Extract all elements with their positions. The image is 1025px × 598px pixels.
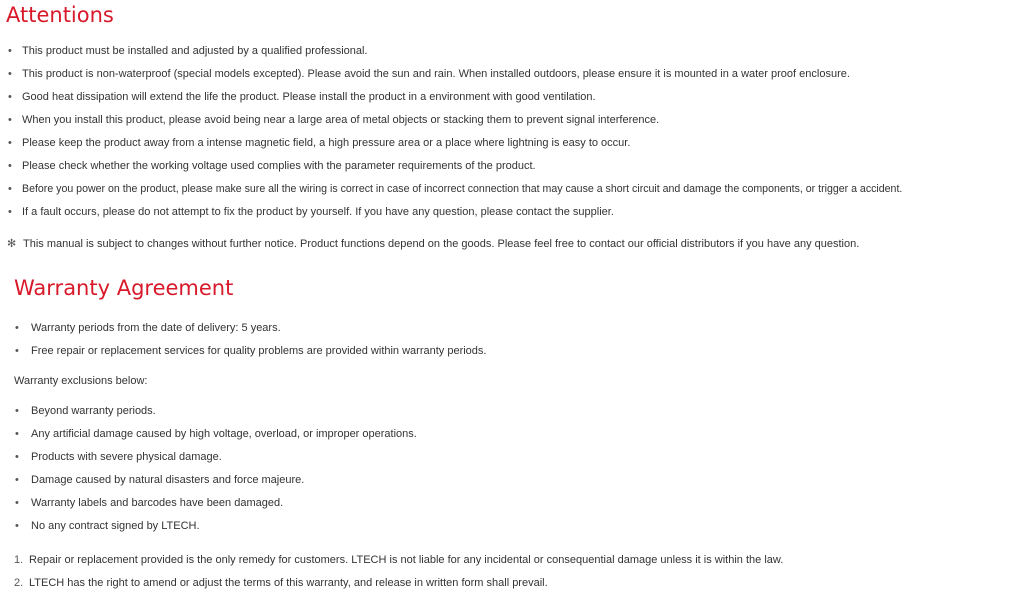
attention-text: When you install this product, please avoid being near a large area of metal objects or stacking them to prevent signal interference. — [22, 114, 660, 126]
attentions-title: Attentions — [6, 3, 114, 27]
warranty-text: Free repair or replacement services for quality problems are provided within warranty periods. — [31, 345, 487, 357]
attention-text: This product must be installed and adjusted by a qualified professional. — [22, 45, 368, 57]
bullet-mark: • — [15, 322, 19, 334]
bullet-mark: • — [8, 91, 12, 103]
bullet-mark: • — [8, 45, 12, 57]
bullet-mark: • — [8, 68, 12, 80]
bullet-mark: • — [15, 520, 19, 532]
attention-text: Please check whether the working voltage used complies with the parameter requirements of the product. — [22, 160, 536, 172]
bullet-mark: • — [15, 474, 19, 486]
attention-text: Please keep the product away from a intense magnetic field, a high pressure area or a place where lightning is easy to occur. — [22, 137, 631, 149]
manual-note-text: This manual is subject to changes without further notice. Product functions depend on the goods. Please feel free to contact our official distributors if you have any question. — [23, 238, 860, 250]
bullet-mark: • — [15, 497, 19, 509]
exclusion-text: Beyond warranty periods. — [31, 405, 156, 417]
bullet-mark: • — [8, 206, 12, 218]
warranty-title: Warranty Agreement — [14, 276, 234, 300]
asterisk-icon: ✻ — [7, 237, 17, 250]
attention-text: If a fault occurs, please do not attempt to fix the product by yourself. If you have any question, please contact the supplier. — [22, 206, 614, 218]
exclusion-text: Any artificial damage caused by high voltage, overload, or improper operations. — [31, 428, 417, 440]
exclusion-text: No any contract signed by LTECH. — [31, 520, 200, 532]
attention-text: Before you power on the product, please make sure all the wiring is correct in case of incorrect connection that may cause a short circuit and damage the components, or trigger a accident. — [22, 183, 903, 195]
bullet-mark: • — [15, 405, 19, 417]
exclusion-text: Warranty labels and barcodes have been damaged. — [31, 497, 284, 509]
bullet-mark: • — [8, 137, 12, 149]
bullet-mark: • — [15, 345, 19, 357]
term-number: 1. — [14, 554, 24, 566]
term-text: Repair or replacement provided is the only remedy for customers. LTECH is not liable for any incidental or consequential damage unless it is within the law. — [29, 554, 784, 566]
attention-text: This product is non-waterproof (special models excepted). Please avoid the sun and rain. When installed outdoors, please ensure it is mounted in a water proof enclosure. — [22, 68, 850, 80]
exclusions-label: Warranty exclusions below: — [14, 375, 148, 387]
exclusion-text: Products with severe physical damage. — [31, 451, 222, 463]
bullet-mark: • — [8, 160, 12, 172]
exclusion-text: Damage caused by natural disasters and force majeure. — [31, 474, 305, 486]
term-number: 2. — [14, 577, 24, 589]
warranty-text: Warranty periods from the date of delivery: 5 years. — [31, 322, 281, 334]
bullet-mark: • — [8, 114, 12, 126]
attention-text: Good heat dissipation will extend the life the product. Please install the product in a environment with good ventilation. — [22, 91, 596, 103]
bullet-mark: • — [8, 183, 12, 195]
bullet-mark: • — [15, 428, 19, 440]
term-text: LTECH has the right to amend or adjust the terms of this warranty, and release in written form shall prevail. — [29, 577, 548, 589]
bullet-mark: • — [15, 451, 19, 463]
